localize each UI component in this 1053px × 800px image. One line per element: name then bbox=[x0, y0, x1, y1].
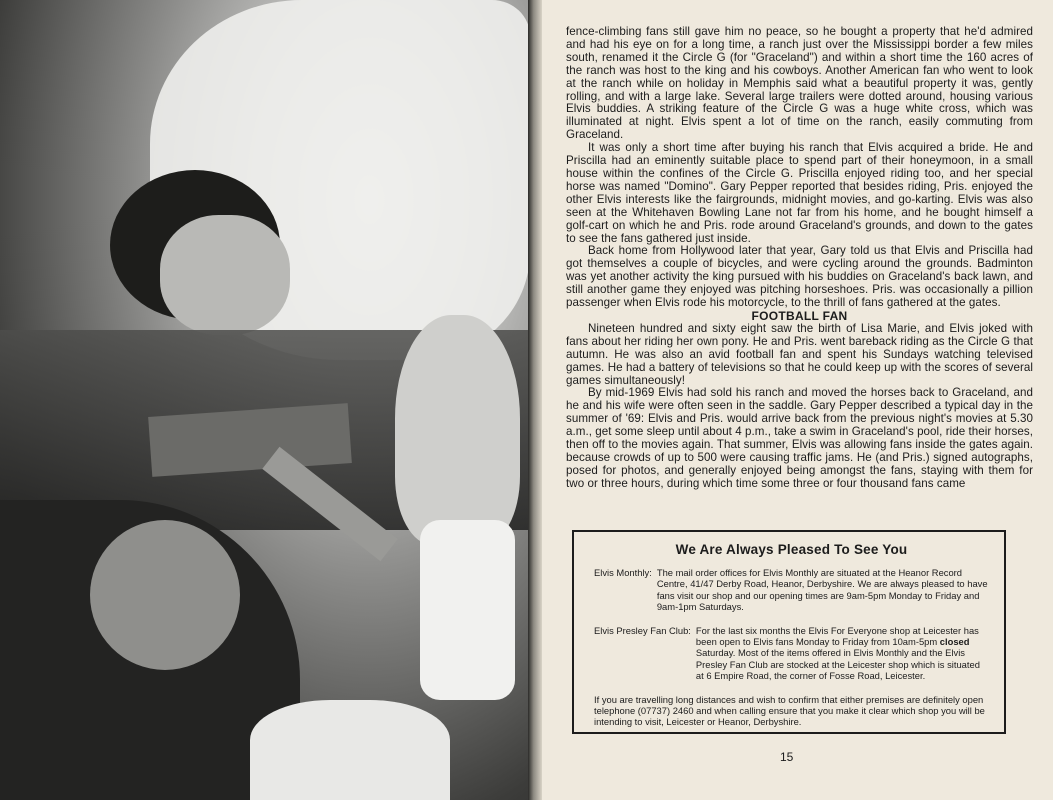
notice-text bbox=[696, 625, 989, 682]
notice-footer: If you are travelling long distances and wish to confirm that either premises are definitely open telephone (07737) 2460 and when calling ensure that you make it clear which shop you will be intending to visit, Leicester or Heanor, Derbyshire. bbox=[594, 693, 985, 728]
right-page bbox=[542, 0, 1053, 800]
article-paragraph: Nineteen hundred and sixty eight saw the birth of Lisa Marie, and Elvis joked with fans about her riding her own pony. He and Pris. went bareback riding as the Circle G that autumn. He was also an avid football fan and spent his Sundays watching televised games. He had a battery of televisions so that he could keep up with the scores of several games simultaneously! bbox=[566, 321, 1033, 387]
notice-title: We Are Always Pleased To See You bbox=[675, 542, 908, 557]
notice-label: Elvis Presley Fan Club: bbox=[594, 624, 691, 636]
notice-box bbox=[572, 530, 1006, 734]
notice-text-part: For the last six months the Elvis For Everyone shop at Leicester has been open to Elvis fans Monday to Friday from 10am-5pm bbox=[695, 624, 979, 648]
notice-label: Elvis Monthly: bbox=[594, 567, 652, 578]
page-gutter bbox=[528, 0, 542, 800]
article-body bbox=[566, 26, 1033, 491]
notice-text-part: Saturday. Most of the items offered in Elvis Monthly and the Elvis Presley Fan Club are stocked at the Leicester shop which is situated at 6 Empire Road, the corner of Fosse Road, Leicester. bbox=[695, 647, 980, 682]
photo-bandaged-arm bbox=[420, 520, 515, 700]
photo-raised-hand bbox=[395, 315, 520, 545]
page-number: 15 bbox=[780, 750, 794, 764]
photo-face bbox=[160, 215, 290, 335]
article-paragraph: Back home from Hollywood later that year, Gary told us that Elvis and Priscilla had got themselves a couple of bicycles, and were cycling around the grounds. Badminton was yet another activity the king pursued with his buddies on Graceland's back lawn, and still another game they enjoyed was pitching horseshoes. Pris. was occasionally a pillion passenger when Elvis rode his motorcycle, to the thrill of fans gathered at the gates. bbox=[566, 244, 1033, 310]
article-paragraph: fence-climbing fans still gave him no peace, so he bought a property that he'd admired and had his eye on for a long time, a ranch just over the Mississippi border a few miles south, renamed it the Circle G (for "Graceland") and within a short time the 160 acres of the ranch was host to the king and his cowboys. Another American fan who went to look at the ranch while on holiday in Memphis said what a beautiful property it was, gently rolling, and with a large lake. Several large trailers were dotted around, housing various Elvis buddies. A striking feature of the Circle G was a huge white cross, which was illuminated at night. Elvis spent a lot of time on the ranch, easily commuting from Graceland. bbox=[566, 25, 1033, 142]
notice-entry-fan-club bbox=[594, 625, 989, 682]
notice-text: The mail order offices for Elvis Monthly are situated at the Heanor Record Centre, 41/47 Derby Road, Heanor, Derbyshire. We are always pleased to have fans visit our shop and our opening times are 9am-5pm Monday to Friday and 9am-1pm Saturdays. bbox=[656, 567, 988, 613]
article-paragraph: It was only a short time after buying his ranch that Elvis acquired a bride. He and Priscilla had an eminently suitable place to spend part of their honeymoon, in a small house within the confines of the Circle G. Priscilla enjoyed riding too, and her special horse was named "Domino". Gary Pepper reported that besides riding, Pris. enjoyed the other Elvis interests like the fairgrounds, midnight movies, and go-karting. Elvis was also seen at the Whitehaven Bowling Lane not far from his home, and he bought himself a golf-cart on which he and Pris. rode around Graceland's grounds, and down to the gates to see the fans gathered just inside. bbox=[566, 141, 1033, 245]
article-paragraph: By mid-1969 Elvis had sold his ranch and moved the horses back to Graceland, and he and his wife were often seen in the saddle. Gary Pepper described a typical day in the summer of '69: Elvis and Pris. would arrive back from the previous night's movies at 5.30 a.m., get some sleep until about 4 p.m., take a swim in Graceland's pool, ride their horses, then off to the movies again. That summer, Elvis was allowing fans inside the gates again. because crowds of up to 500 were causing traffic jams. He (and Pris.) signed autographs, posed for photos, and generally enjoyed being amongst the fans, staying with them for two or three hours, during which time some three or four thousand fans came bbox=[566, 386, 1033, 490]
notice-entry-elvis-monthly bbox=[594, 567, 989, 613]
notice-closed-emphasis: closed bbox=[939, 636, 970, 648]
photo-second-man-face bbox=[90, 520, 240, 670]
section-heading: FOOTBALL FAN bbox=[751, 308, 848, 323]
photo-sleeve bbox=[250, 700, 450, 800]
